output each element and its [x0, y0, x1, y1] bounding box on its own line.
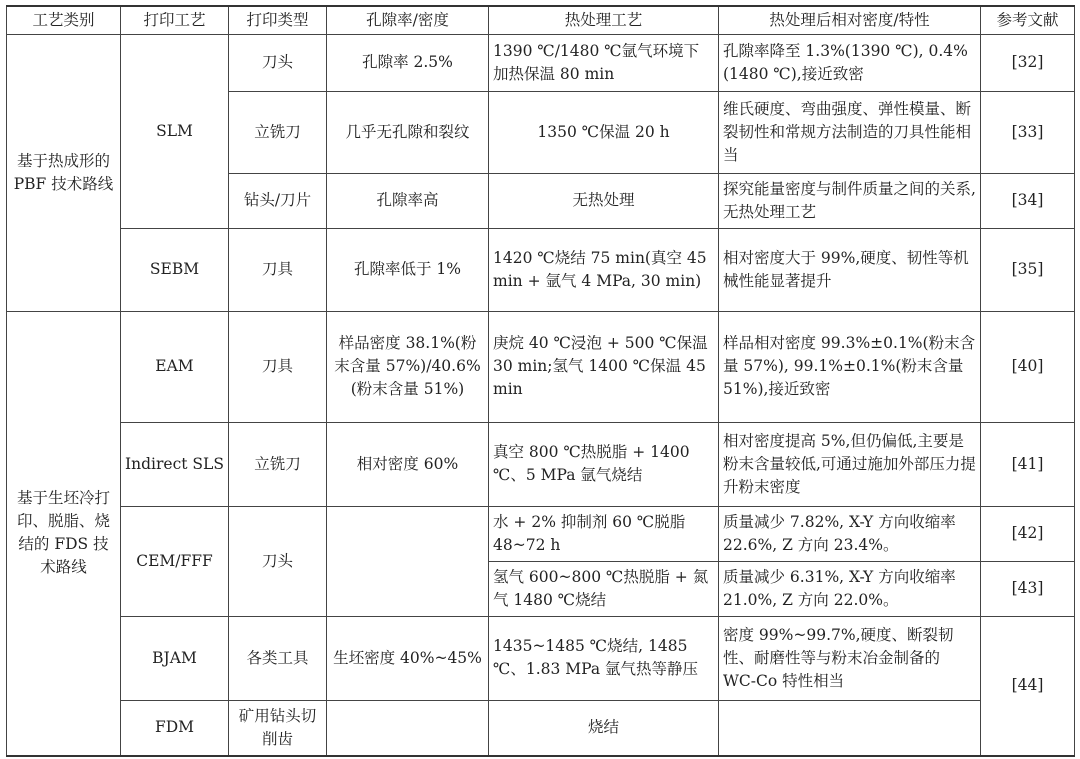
- type-cell: 刀头: [229, 506, 327, 616]
- process-cell: FDM: [121, 700, 229, 756]
- table-row: [7, 700, 1075, 756]
- process-cell: CEM/FFF: [121, 506, 229, 616]
- heat-cell: 1435~1485 ℃烧结, 1485 ℃、1.83 MPa 氩气热等静压: [489, 616, 719, 700]
- ref-cell: [40]: [981, 311, 1075, 422]
- header-row: [7, 6, 1075, 34]
- heat-cell: 水 + 2% 抑制剂 60 ℃脱脂 48~72 h: [489, 506, 719, 561]
- table-row: [7, 34, 1075, 91]
- type-cell: 各类工具: [229, 616, 327, 700]
- result-cell: 孔隙率降至 1.3%(1390 ℃), 0.4%(1480 ℃),接近致密: [719, 34, 981, 91]
- header-cell: 热处理工艺: [489, 6, 719, 34]
- porosity-cell: 孔隙率低于 1%: [327, 228, 489, 311]
- result-cell: 密度 99%~99.7%,硬度、断裂韧性、耐磨性等与粉末冶金制备的 WC-Co 特性相当: [719, 616, 981, 700]
- result-cell: 质量减少 7.82%, X-Y 方向收缩率 22.6%, Z 方向 23.4%。: [719, 506, 981, 561]
- type-cell: 矿用钻头切削齿: [229, 700, 327, 756]
- result-cell: 相对密度提高 5%,但仍偏低,主要是粉末含量较低,可通过施加外部压力提升粉末密度: [719, 422, 981, 506]
- type-cell: 刀具: [229, 311, 327, 422]
- heat-cell: 1350 ℃保温 20 h: [489, 91, 719, 173]
- result-cell: 相对密度大于 99%,硬度、韧性等机械性能显著提升: [719, 228, 981, 311]
- type-cell: 立铣刀: [229, 422, 327, 506]
- heat-cell: 庚烷 40 ℃浸泡 + 500 ℃保温 30 min;氢气 1400 ℃保温 45 min: [489, 311, 719, 422]
- porosity-cell: 孔隙率高: [327, 173, 489, 228]
- porosity-cell: 样品密度 38.1%(粉末含量 57%)/40.6%(粉末含量 51%): [327, 311, 489, 422]
- table-row: [7, 311, 1075, 422]
- header-cell: 孔隙率/密度: [327, 6, 489, 34]
- ref-cell: [42]: [981, 506, 1075, 561]
- type-cell: 刀头: [229, 34, 327, 91]
- header-cell: 工艺类别: [7, 6, 121, 34]
- heat-cell: 真空 800 ℃热脱脂 + 1400 ℃、5 MPa 氩气烧结: [489, 422, 719, 506]
- process-cell: BJAM: [121, 616, 229, 700]
- heat-cell: 无热处理: [489, 173, 719, 228]
- result-cell: 质量减少 6.31%, X-Y 方向收缩率 21.0%, Z 方向 22.0%。: [719, 561, 981, 616]
- ref-cell: [34]: [981, 173, 1075, 228]
- table-row: [7, 422, 1075, 506]
- heat-cell: 氢气 600~800 ℃热脱脂 + 氮气 1480 ℃烧结: [489, 561, 719, 616]
- category-cell: 基于生坯冷打印、脱脂、烧结的 FDS 技术路线: [7, 311, 121, 756]
- ref-cell: [32]: [981, 34, 1075, 91]
- porosity-cell: 孔隙率 2.5%: [327, 34, 489, 91]
- result-cell: 样品相对密度 99.3%±0.1%(粉末含量 57%), 99.1%±0.1%(粉末含量 51%),接近致密: [719, 311, 981, 422]
- porosity-cell: 几乎无孔隙和裂纹: [327, 91, 489, 173]
- ref-cell: [44]: [981, 616, 1075, 756]
- ref-cell: [35]: [981, 228, 1075, 311]
- table-row: [7, 228, 1075, 311]
- process-cell: SEBM: [121, 228, 229, 311]
- process-table: [6, 5, 1075, 757]
- type-cell: 钻头/刀片: [229, 173, 327, 228]
- table-container: [6, 5, 1075, 757]
- process-cell: SLM: [121, 34, 229, 228]
- type-cell: 刀具: [229, 228, 327, 311]
- ref-cell: [33]: [981, 91, 1075, 173]
- header-cell: 打印工艺: [121, 6, 229, 34]
- porosity-cell: 相对密度 60%: [327, 422, 489, 506]
- process-cell: EAM: [121, 311, 229, 422]
- table-row: [7, 616, 1075, 700]
- type-cell: 立铣刀: [229, 91, 327, 173]
- header-cell: 参考文献: [981, 6, 1075, 34]
- ref-cell: [41]: [981, 422, 1075, 506]
- table-row: [7, 506, 1075, 561]
- porosity-cell: [327, 506, 489, 616]
- result-cell: 维氏硬度、弯曲强度、弹性模量、断裂韧性和常规方法制造的刀具性能相当: [719, 91, 981, 173]
- heat-cell: 1390 ℃/1480 ℃氩气环境下加热保温 80 min: [489, 34, 719, 91]
- ref-cell: [43]: [981, 561, 1075, 616]
- category-cell: 基于热成形的 PBF 技术路线: [7, 34, 121, 311]
- result-cell: 探究能量密度与制件质量之间的关系,无热处理工艺: [719, 173, 981, 228]
- porosity-cell: 生坯密度 40%~45%: [327, 616, 489, 700]
- heat-cell: 1420 ℃烧结 75 min(真空 45 min + 氩气 4 MPa, 30 min): [489, 228, 719, 311]
- porosity-cell: [327, 700, 489, 756]
- header-cell: 热处理后相对密度/特性: [719, 6, 981, 34]
- result-cell: [719, 700, 981, 756]
- heat-cell: 烧结: [489, 700, 719, 756]
- header-cell: 打印类型: [229, 6, 327, 34]
- process-cell: Indirect SLS: [121, 422, 229, 506]
